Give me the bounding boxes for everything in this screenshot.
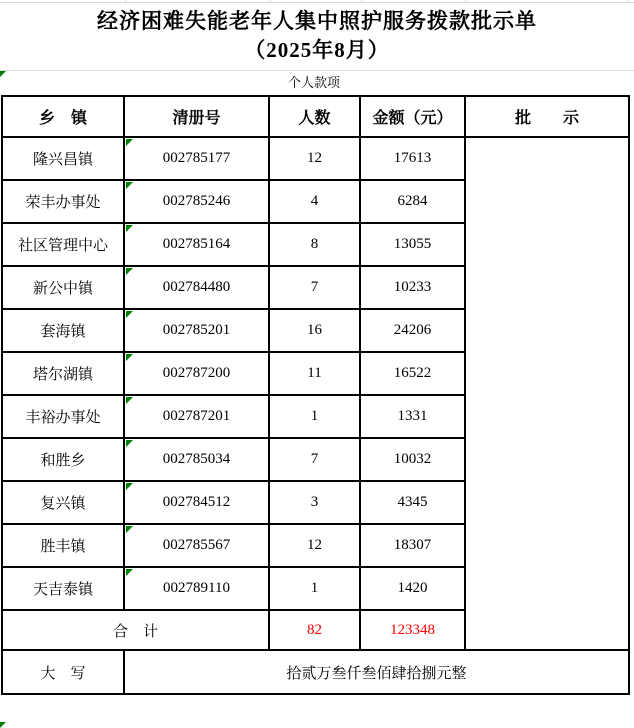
cell-flag-triangle-icon [126, 139, 133, 146]
people-cell: 11 [269, 352, 360, 395]
town-cell: 丰裕办事处 [2, 395, 124, 438]
remark-merged-cell [465, 137, 629, 650]
people-cell: 7 [269, 438, 360, 481]
roster-no-cell [124, 524, 269, 567]
cell-flag-triangle-icon [126, 569, 133, 576]
town-cell: 套海镇 [2, 309, 124, 352]
roster-no-cell [124, 266, 269, 309]
town-cell: 新公中镇 [2, 266, 124, 309]
people-cell: 1 [269, 395, 360, 438]
town-cell: 社区管理中心 [2, 223, 124, 266]
roster-no-cell [124, 438, 269, 481]
amount-cell: 24206 [360, 309, 465, 352]
header-remark: 批 示 [465, 96, 629, 137]
roster-no-cell [124, 137, 269, 180]
cell-flag-triangle-icon [0, 722, 6, 728]
amount-cell: 13055 [360, 223, 465, 266]
town-cell: 塔尔湖镇 [2, 352, 124, 395]
people-cell: 4 [269, 180, 360, 223]
header-town: 乡 镇 [2, 96, 124, 137]
header-amount: 金额（元） [360, 96, 465, 137]
amount-cell: 1420 [360, 567, 465, 610]
roster-no-value: 002784480 [162, 279, 231, 295]
amount-cell: 17613 [360, 137, 465, 180]
town-cell: 隆兴昌镇 [2, 137, 124, 180]
cell-flag-triangle-icon [126, 268, 133, 275]
amount-in-words-row [2, 650, 629, 694]
people-cell: 12 [269, 524, 360, 567]
town-cell: 复兴镇 [2, 481, 124, 524]
faint-gridline-stub [628, 0, 629, 3]
town-cell: 荣丰办事处 [2, 180, 124, 223]
roster-no-cell [124, 481, 269, 524]
cell-flag-triangle-icon [126, 311, 133, 318]
header-row [2, 96, 629, 137]
roster-no-cell [124, 223, 269, 266]
town-cell: 胜丰镇 [2, 524, 124, 567]
page-title-line2: （2025年8月） [244, 38, 390, 62]
words-label-cell: 大 写 [2, 650, 124, 694]
roster-no-cell [124, 567, 269, 610]
total-label-cell: 合 计 [2, 610, 269, 650]
amount-cell: 6284 [360, 180, 465, 223]
amount-cell: 16522 [360, 352, 465, 395]
town-cell: 天吉泰镇 [2, 567, 124, 610]
faint-gridline-stub [465, 0, 466, 3]
people-cell: 3 [269, 481, 360, 524]
amount-cell: 10032 [360, 438, 465, 481]
roster-no-cell [124, 309, 269, 352]
roster-no-value: 002784512 [162, 494, 231, 510]
town-cell: 和胜乡 [2, 438, 124, 481]
header-people: 人数 [269, 96, 360, 137]
header-roster-no: 清册号 [124, 96, 269, 137]
cell-flag-triangle-icon [126, 225, 133, 232]
people-cell: 16 [269, 309, 360, 352]
faint-gridline-stub [361, 0, 362, 3]
total-people-cell: 82 [269, 610, 360, 650]
cell-flag-triangle-icon [126, 440, 133, 447]
cell-flag-triangle-icon [126, 526, 133, 533]
people-cell: 8 [269, 223, 360, 266]
faint-gridline-top [0, 2, 634, 3]
amount-cell: 1331 [360, 395, 465, 438]
roster-no-value: 002789110 [163, 580, 230, 596]
cell-flag-triangle-icon [126, 354, 133, 361]
amount-cell: 10233 [360, 266, 465, 309]
people-cell: 7 [269, 266, 360, 309]
cell-flag-triangle-icon [126, 182, 133, 189]
funding-table [1, 95, 630, 695]
cell-flag-triangle-icon [126, 397, 133, 404]
page-title [0, 7, 634, 65]
people-cell: 1 [269, 567, 360, 610]
section-label: 个人款项 [287, 75, 340, 90]
roster-no-value: 002785567 [162, 537, 231, 553]
faint-gridline-under-title [0, 70, 634, 71]
amount-cell: 18307 [360, 524, 465, 567]
people-cell: 12 [269, 137, 360, 180]
faint-gridline-stub [125, 0, 126, 3]
roster-no-cell [124, 352, 269, 395]
total-amount-cell: 123348 [360, 610, 465, 650]
words-value-cell: 拾贰万叁仟叁佰肆拾捌元整 [124, 650, 629, 694]
cell-flag-triangle-icon [126, 483, 133, 490]
roster-no-value: 002787201 [162, 408, 231, 424]
faint-gridline-stub [270, 0, 271, 3]
table-row [2, 137, 629, 180]
roster-no-value: 002785201 [162, 322, 231, 338]
roster-no-value: 002785164 [162, 236, 231, 252]
roster-no-cell [124, 180, 269, 223]
roster-no-value: 002785034 [162, 451, 231, 467]
page-title-line1: 经济困难失能老年人集中照护服务拨款批示单 [97, 9, 537, 33]
amount-cell: 4345 [360, 481, 465, 524]
roster-no-value: 002785246 [162, 193, 231, 209]
roster-no-value: 002785177 [162, 150, 231, 166]
roster-no-cell [124, 395, 269, 438]
roster-no-value: 002787200 [162, 365, 231, 381]
